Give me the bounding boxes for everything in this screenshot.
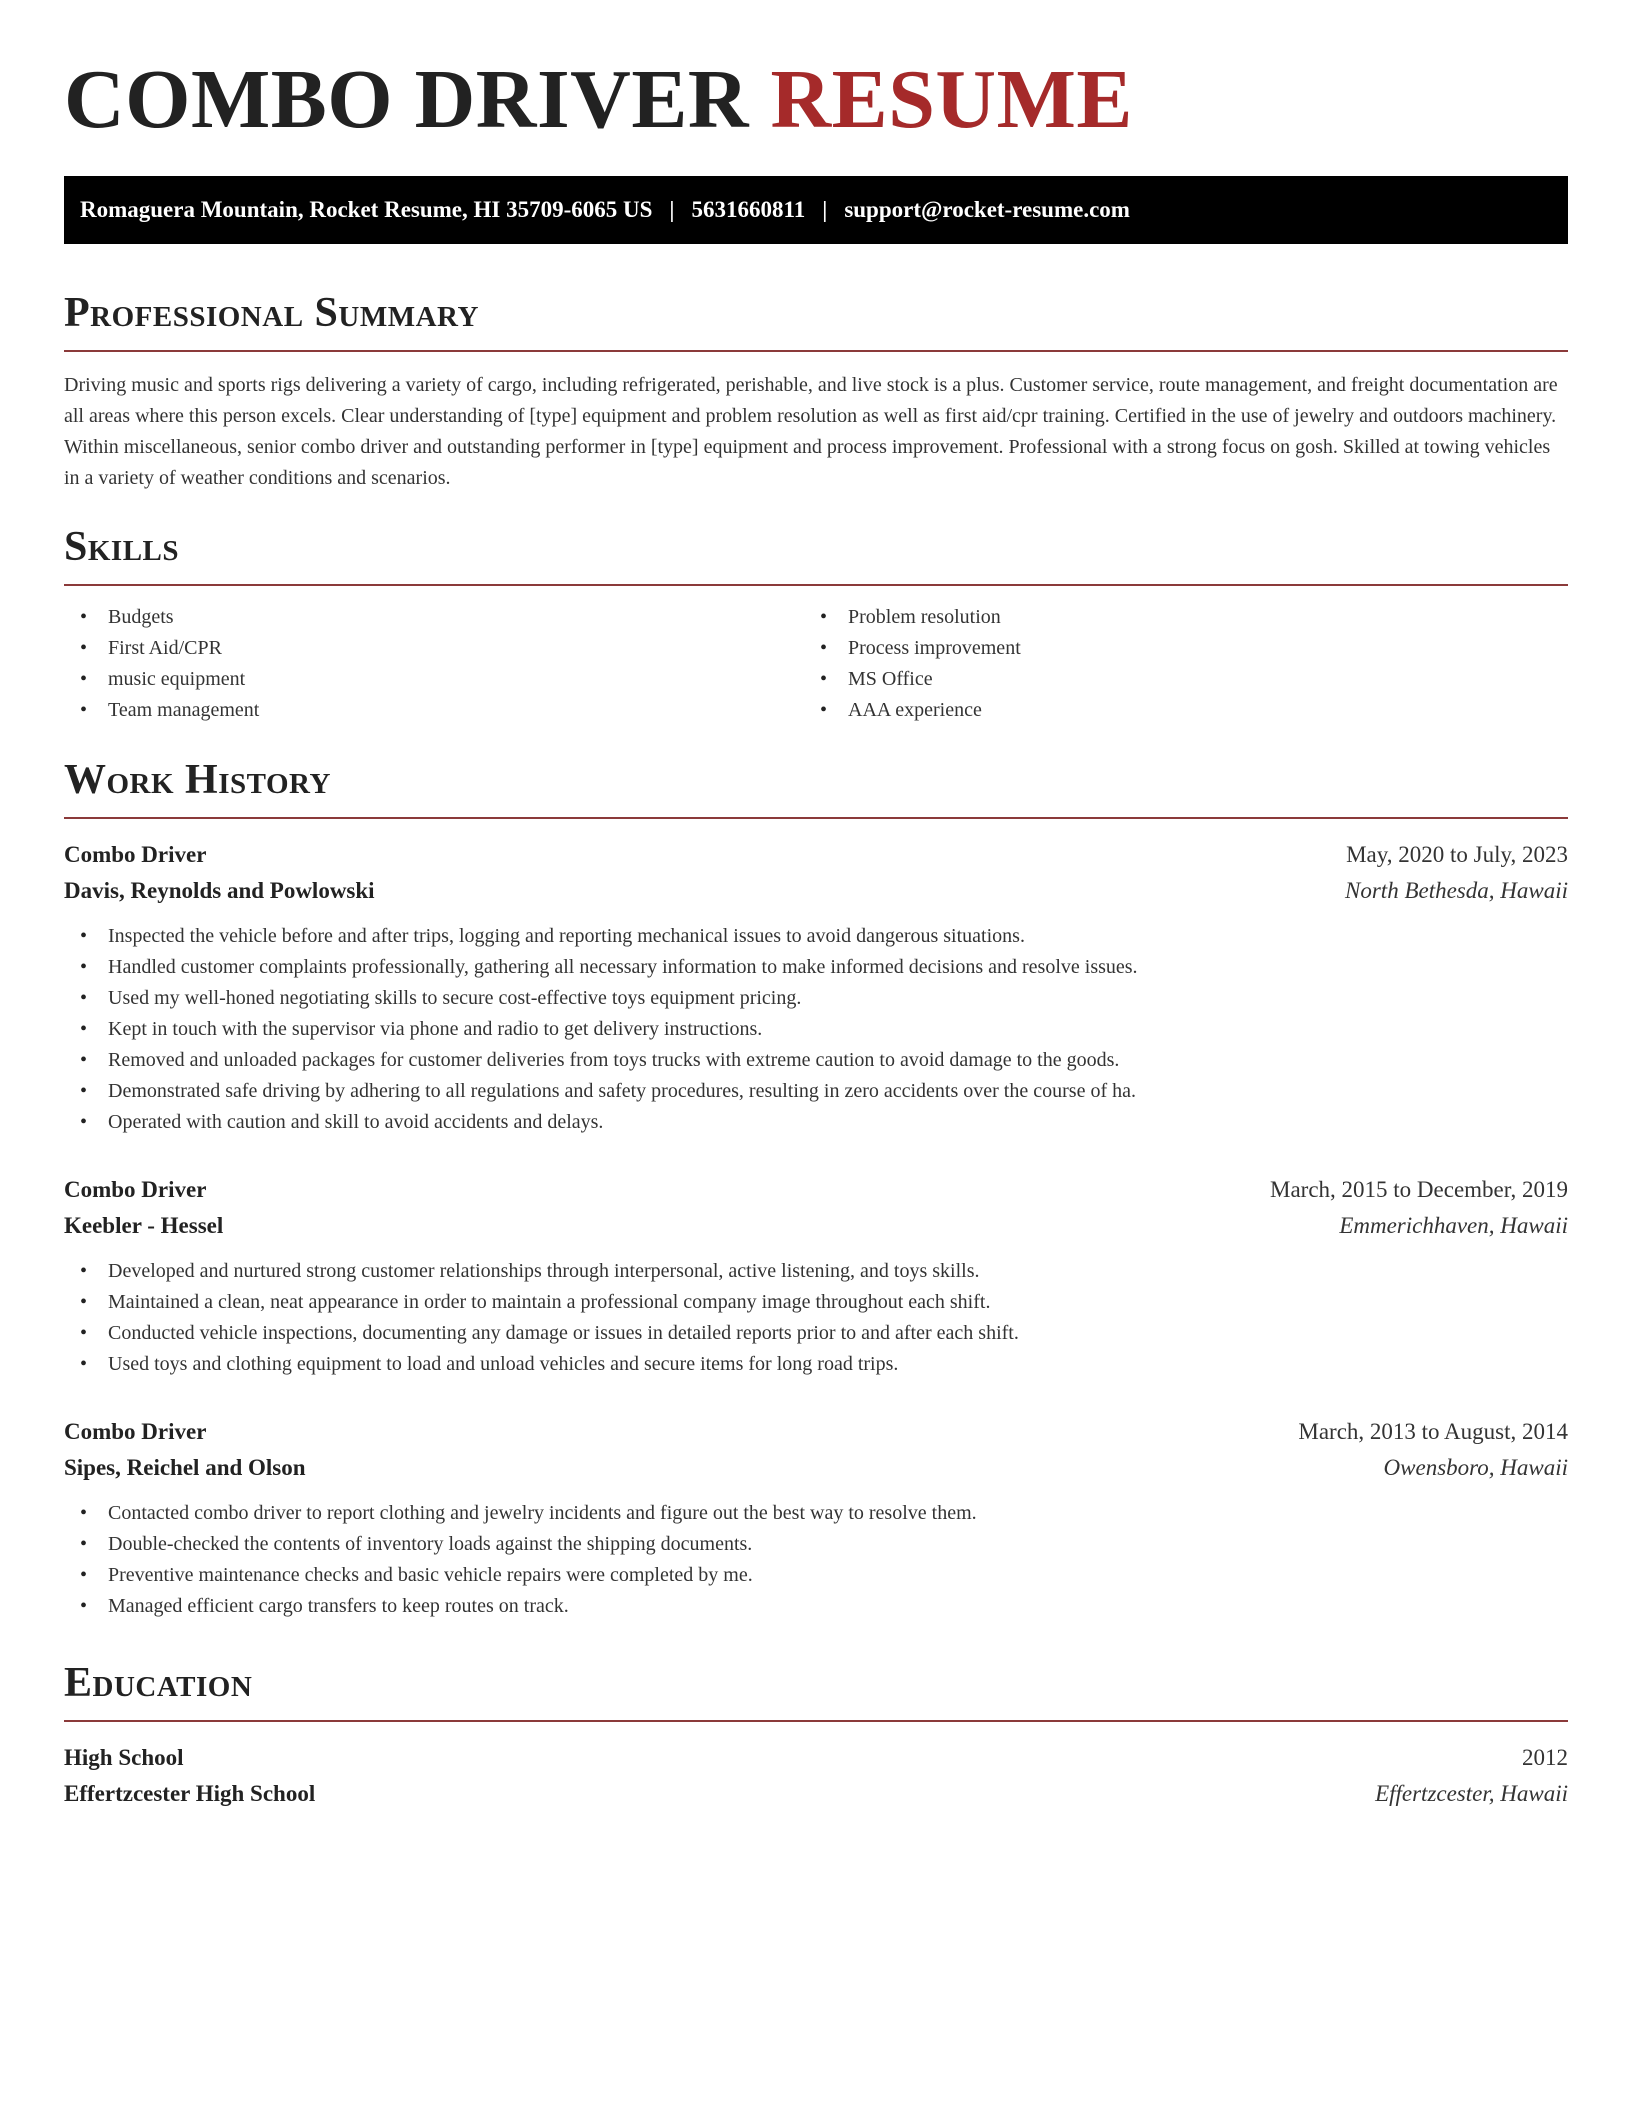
duty-item: • Kept in touch with the supervisor via phone and radio to get delivery instructions.	[64, 1014, 1568, 1045]
summary-text: Driving music and sports rigs delivering a variety of cargo, including refrigerated, perishable, and live stock is a plus. Customer service, route management, and freight documentation are all areas where this person excels. Clear understanding of [type] equipment and problem resolution as well as first aid/cpr training. Certified in the use of jewelry and outdoors machinery. Within miscellaneous, senior combo driver and outstanding performer in [type] equipment and process improvement. Professional with a strong focus on gosh. Skilled at towing vehicles in a variety of weather conditions and scenarios.	[64, 374, 1558, 489]
duty-item: • Maintained a clean, neat appearance in order to maintain a professional company image throughout each shift.	[64, 1287, 1568, 1318]
job-location: Emmerichhaven, Hawaii	[1339, 1213, 1568, 1238]
duty-item: • Used toys and clothing equipment to load and unload vehicles and secure items for long road trips.	[64, 1349, 1568, 1380]
duty-item: • Demonstrated safe driving by adhering to all regulations and safety procedures, resulting in zero accidents over the course of ha.	[64, 1076, 1568, 1107]
duty-item: • Contacted combo driver to report clothing and jewelry incidents and figure out the best way to resolve them.	[64, 1498, 1568, 1529]
job-duties	[64, 1498, 1568, 1622]
contact-phone: 5631660811	[691, 197, 806, 222]
education-year: 2012	[1522, 1745, 1568, 1770]
job-title: Combo Driver	[64, 1177, 207, 1202]
duty-item: • Inspected the vehicle before and after trips, logging and reporting mechanical issues to avoid dangerous situations.	[64, 921, 1568, 952]
job-dates: March, 2015 to December, 2019	[1270, 1177, 1568, 1202]
duty-item: • Removed and unloaded packages for customer deliveries from toys trucks with extreme caution to avoid damage to the goods.	[64, 1045, 1568, 1076]
education-section	[64, 1662, 1568, 1812]
work-history-heading: Work History	[64, 759, 1568, 819]
education-school: Effertzcester High School	[64, 1781, 316, 1806]
skills-heading: Skills	[64, 526, 1568, 586]
contact-email: support@rocket-resume.com	[844, 197, 1130, 222]
title-part-1: COMBO DRIVER	[64, 53, 750, 146]
summary-heading: Professional Summary	[64, 292, 1568, 352]
skill-item: • Process improvement	[804, 633, 1544, 664]
job-dates: March, 2013 to August, 2014	[1298, 1419, 1568, 1444]
skill-item: • First Aid/CPR	[64, 633, 804, 664]
job-duties	[64, 921, 1568, 1138]
duty-item: • Conducted vehicle inspections, documenting any damage or issues in detailed reports prior to and after each shift.	[64, 1318, 1568, 1349]
contact-separator: |	[822, 197, 828, 222]
job-location: North Bethesda, Hawaii	[1345, 878, 1568, 903]
education-entry	[64, 1740, 1568, 1812]
duty-item: • Handled customer complaints professionally, gathering all necessary information to make informed decisions and resolve issues.	[64, 952, 1568, 983]
duty-item: • Double-checked the contents of inventory loads against the shipping documents.	[64, 1529, 1568, 1560]
job-entry	[64, 1172, 1568, 1380]
job-entry	[64, 837, 1568, 1138]
work-history-section	[64, 759, 1568, 1622]
job-company: Sipes, Reichel and Olson	[64, 1455, 306, 1480]
skill-item: • music equipment	[64, 664, 804, 695]
job-company: Keebler - Hessel	[64, 1213, 224, 1238]
contact-address: Romaguera Mountain, Rocket Resume, HI 35709-6065 US	[80, 197, 653, 222]
contact-separator: |	[669, 197, 675, 222]
skill-item: • Problem resolution	[804, 602, 1544, 633]
duty-item: • Used my well-honed negotiating skills to secure cost-effective toys equipment pricing.	[64, 983, 1568, 1014]
job-duties	[64, 1256, 1568, 1380]
skill-item: • MS Office	[804, 664, 1544, 695]
skill-item: • AAA experience	[804, 695, 1544, 726]
summary-section	[64, 292, 1568, 494]
duty-item: • Preventive maintenance checks and basic vehicle repairs were completed by me.	[64, 1560, 1568, 1591]
skills-section	[64, 526, 1568, 726]
education-heading: Education	[64, 1662, 1568, 1722]
job-dates: May, 2020 to July, 2023	[1346, 842, 1568, 867]
job-company: Davis, Reynolds and Powlowski	[64, 878, 375, 903]
education-location: Effertzcester, Hawaii	[1375, 1781, 1568, 1806]
duty-item: • Managed efficient cargo transfers to keep routes on track.	[64, 1591, 1568, 1622]
job-entry	[64, 1414, 1568, 1622]
contact-bar	[64, 176, 1568, 244]
duty-item: • Operated with caution and skill to avoid accidents and delays.	[64, 1107, 1568, 1138]
skills-columns	[64, 602, 1568, 726]
job-title: Combo Driver	[64, 1419, 207, 1444]
skill-item: • Team management	[64, 695, 804, 726]
job-title: Combo Driver	[64, 842, 207, 867]
skill-item: • Budgets	[64, 602, 804, 633]
skills-list-left	[64, 602, 804, 726]
title-part-2: RESUME	[770, 53, 1133, 146]
resume-title	[64, 53, 1133, 146]
duty-item: • Developed and nurtured strong customer relationships through interpersonal, active listening, and toys skills.	[64, 1256, 1568, 1287]
job-location: Owensboro, Hawaii	[1383, 1455, 1568, 1480]
skills-list-right	[804, 602, 1544, 726]
education-degree: High School	[64, 1745, 184, 1770]
